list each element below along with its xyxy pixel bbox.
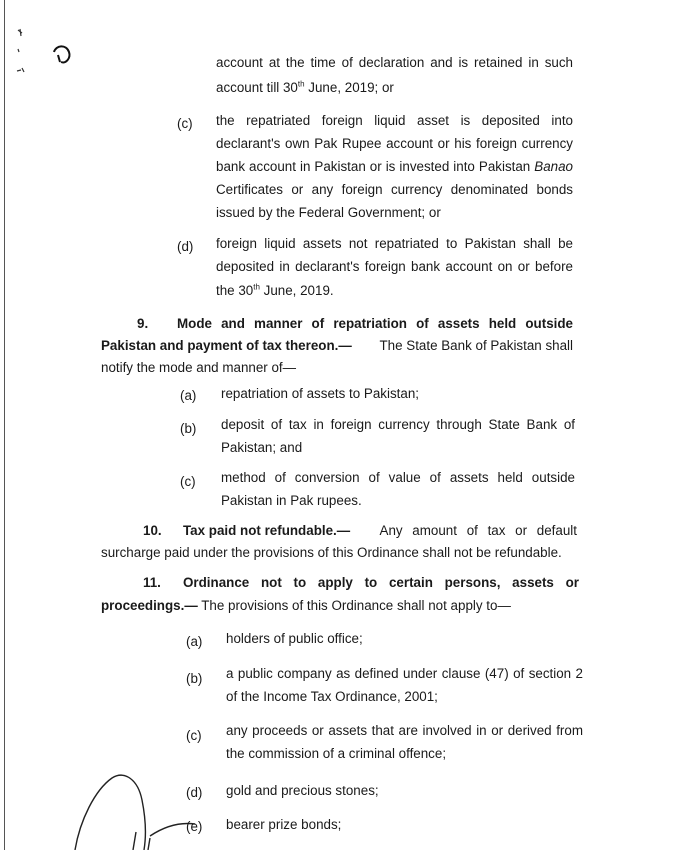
item-c-line-4: Certificates or any foreign currency denominated bonds: [216, 182, 573, 197]
section-9-heading: Mode and manner of repatriation of assets held outside: [177, 316, 573, 331]
item-c-line-1: the repatriated foreign liquid asset is deposited into: [216, 113, 573, 128]
s11-item-d-label: (d): [186, 785, 203, 800]
s11-item-e-text: bearer prize bonds;: [226, 817, 342, 832]
s11-item-c-label: (c): [186, 728, 202, 743]
signature-mark: [75, 775, 195, 850]
s9-item-c-line-2: Pakistan in Pak rupees.: [221, 493, 362, 508]
margin-scribble: [54, 46, 69, 62]
item-c-line-3: bank account in Pakistan or is invested into Pakistan Banao: [216, 159, 573, 174]
section-9-line-3: notify the mode and manner of—: [101, 360, 297, 375]
section-10-number: 10.: [143, 523, 162, 538]
s9-item-b-line-1: deposit of tax in foreign currency through State Bank of: [221, 417, 575, 432]
s9-item-b-line-2: Pakistan; and: [221, 440, 303, 455]
s11-item-c-line-2: the commission of a criminal offence;: [226, 746, 447, 761]
section-9-number: 9.: [137, 316, 149, 331]
section-10-line-2: surcharge paid under the provisions of this Ordinance shall not be refundable.: [101, 545, 562, 560]
s11-item-b-line-1: a public company as defined under clause (47) of section 2: [226, 666, 583, 681]
s11-item-d-text: gold and precious stones;: [226, 783, 379, 798]
item-c-label: (c): [177, 116, 193, 131]
s11-item-b-line-2: of the Income Tax Ordinance, 2001;: [226, 689, 438, 704]
section-10-line-1: Tax paid not refundable.— Any amount of tax or default: [183, 523, 577, 538]
item-d-line-1: foreign liquid assets not repatriated to Pakistan shall be: [216, 236, 573, 251]
item-d-line-2: deposited in declarant's foreign bank account on or before: [216, 259, 573, 274]
intro-line-1: account at the time of declaration and is retained in such: [216, 55, 573, 70]
s11-item-e-label: (e): [186, 819, 203, 834]
s11-item-a-text: holders of public office;: [226, 631, 363, 646]
item-d-line-3: the 30th June, 2019.: [216, 282, 334, 298]
section-11-number: 11.: [143, 575, 161, 590]
item-d-label: (d): [177, 239, 194, 254]
s9-item-a-text: repatriation of assets to Pakistan;: [221, 386, 419, 401]
s9-item-a-label: (a): [180, 388, 197, 403]
item-c-line-5: issued by the Federal Government; or: [216, 205, 441, 220]
section-9-line-2: Pakistan and payment of tax thereon.— The State Bank of Pakistan shall: [101, 338, 573, 353]
s11-item-b-label: (b): [186, 671, 203, 686]
section-11-heading: Ordinance not to apply to certain persons, assets or: [183, 575, 579, 590]
s9-item-b-label: (b): [180, 421, 197, 436]
section-11-line-2: proceedings.— The provisions of this Ordinance shall not apply to—: [101, 598, 511, 613]
item-c-line-2: declarant's own Pak Rupee account or his foreign currency: [216, 136, 573, 151]
margin-ticks: [17, 29, 24, 72]
intro-line-2: account till 30th June, 2019; or: [216, 79, 394, 95]
s11-item-c-line-1: any proceeds or assets that are involved in or derived from: [226, 723, 583, 738]
page-edge-line: [4, 0, 5, 850]
s9-item-c-line-1: method of conversion of value of assets held outside: [221, 470, 575, 485]
s9-item-c-label: (c): [180, 474, 196, 489]
s11-item-a-label: (a): [186, 634, 203, 649]
